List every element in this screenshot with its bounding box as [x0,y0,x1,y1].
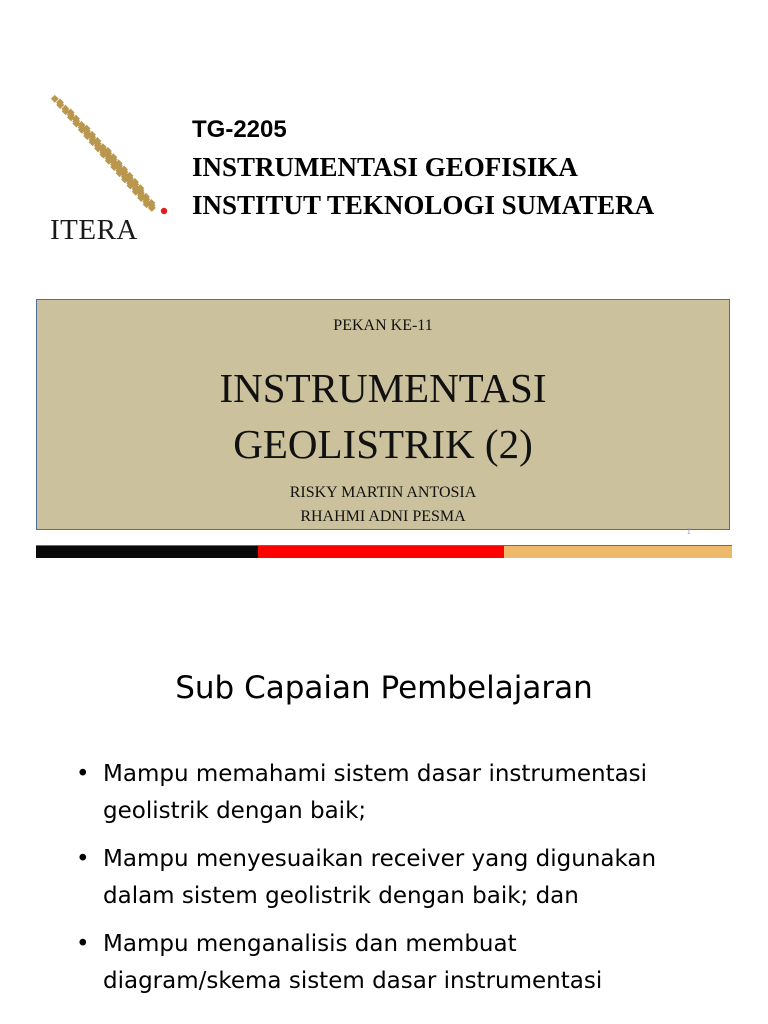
slide-number: 1 [686,526,691,536]
title-slide-box [36,299,730,536]
list-item [76,756,696,830]
sumatera-island-icon [44,90,174,220]
learning-outcomes-list [76,756,696,1011]
stripe-black [36,546,258,558]
slide-title [37,360,729,472]
bullet-icon: • [76,846,90,872]
author-name: RISKY MARTIN ANTOSIA [289,484,477,501]
list-item [76,841,696,915]
bullet-text: Mampu menganalisis dan membuat diagram/skema sistem dasar instrumentasi [103,931,603,994]
list-item [76,926,696,1000]
itera-logo [44,90,174,250]
bullet-text: Mampu memahami sistem dasar instrumentasi geolistrik dengan baik; [103,761,648,824]
color-stripe-bar [36,545,732,558]
bullet-icon: • [76,761,90,787]
author-name: RHAHMI ADNI PESMA [300,508,466,525]
bullet-icon: • [76,931,90,957]
itera-logo-text: ITERA [50,214,138,246]
course-name: INSTRUMENTASI GEOFISIKA [192,152,578,182]
week-label: PEKAN KE-11 [333,317,433,334]
stripe-tan [504,546,732,558]
bullet-text: Mampu menyesuaikan receiver yang digunakan dalam sistem geolistrik dengan baik; dan [103,846,657,909]
slide-title-line-1: INSTRUMENTASI [219,365,547,411]
slide-title-line-2: GEOLISTRIK (2) [233,421,533,467]
course-code: TG-2205 [192,116,287,143]
section-title: Sub Capaian Pembelajaran [175,670,593,706]
stripe-red [258,546,504,558]
institution-name: INSTITUT TEKNOLOGI SUMATERA [192,190,655,220]
